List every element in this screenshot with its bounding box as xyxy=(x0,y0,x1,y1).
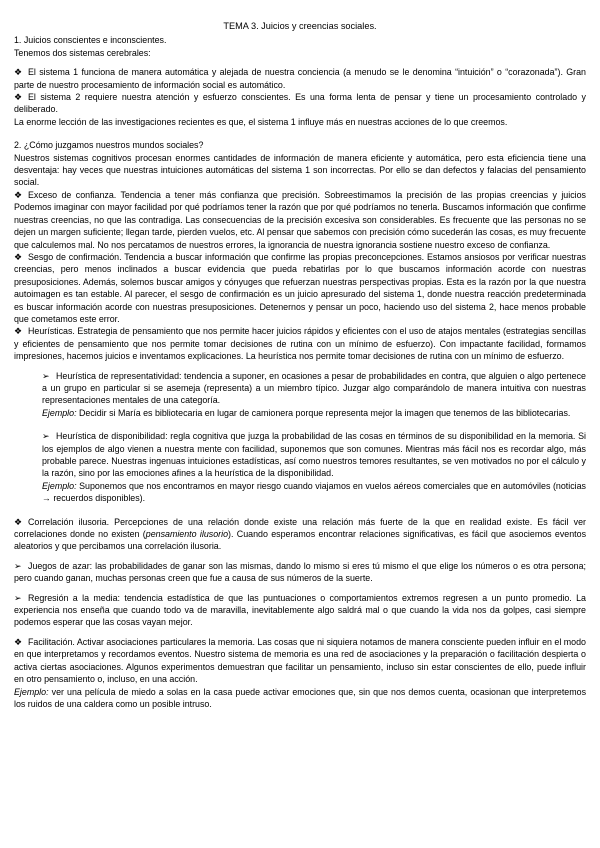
heuristica-disponibilidad xyxy=(14,430,586,504)
example-text: Suponemos que nos encontramos en mayor riesgo cuando viajamos en vuelos aéreos comerciales que en automóviles (noticias → recuerdos disponibles). xyxy=(42,480,586,504)
bullet-facilitacion xyxy=(14,636,586,686)
example-label: Ejemplo: xyxy=(14,686,49,697)
bullet-text: El sistema 2 requiere nuestra atención y esfuerzo conscientes. Es una forma lenta de pensar y tiene un procesamiento controlado y deliberado. xyxy=(14,92,586,115)
section-2-heading: 2. ¿Cómo juzgamos nuestros mundos sociales? xyxy=(14,140,204,151)
bullet-text: Facilitación. Activar asociaciones particulares la memoria. Las cosas que ni siquiera notamos de manera consciente pueden influir en el modo en que interpretamos y recordamos eventos. Nuestro sistema de memoria es una red de asociaciones y la preparación o facilitación despierta o activa ciertas asociaciones. Algunos experimentos demuestran que facilitar un pensamiento, incluso sin estar conscientes de ello, puede influir en otro pensamiento o, incluso, en una acción. xyxy=(14,636,586,685)
diamond-icon: ❖ xyxy=(14,636,22,647)
subbullet-text: Heurística de representatividad: tendencia a suponer, en ocasiones a pesar de probabilidades en contra, que alguien o algo pertenece a un grupo en particular si se asemeja (representa) a un miembro típico. Juzgar algo comparándolo de manera intuitiva con nuestras representaciones mentales de una categoría. xyxy=(42,370,586,406)
document-title: TEMA 3. Juicios y creencias sociales. xyxy=(223,21,377,31)
section-1-closing: La enorme lección de las investigaciones recientes es que, el sistema 1 influye más en nuestras acciones de lo que creemos. xyxy=(14,116,508,127)
bullet-correlacion-ilusoria: ❖ Correlación ilusoria. Percepciones de una relación donde existe una relación más fuerte de la que en realidad existe. Es fácil ver correlaciones donde no existen (pensamiento ilusorio). Cuando esperamos encontrar relaciones significativas, es fácil que asociemos eventos aleatorios y que percibamos una correlación ilusoria. xyxy=(14,516,587,552)
arrow-icon: ➢ xyxy=(42,431,50,442)
example-label: Ejemplo: xyxy=(42,480,77,491)
diamond-icon: ❖ xyxy=(14,92,22,103)
bullet-sistema-2 xyxy=(14,91,586,116)
bullet-exceso-confianza xyxy=(14,189,586,251)
bullet-sistema-1 xyxy=(14,66,586,91)
bullet-text: El sistema 1 funciona de manera automática y alejada de nuestra conciencia (a menudo se le denomina “intuición” o “corazonada”). Gran parte de nuestro procesamiento de información social es automático. xyxy=(14,67,586,90)
example-label: Ejemplo: xyxy=(42,407,77,418)
bullet-text: Juegos de azar: las probabilidades de ganar son las mismas, dando lo mismo si eres tú mismo el que elige los números o es otra persona; pero cuando ganan, muchas personas creen que fue a causa de sus números de la suerte. xyxy=(14,560,586,584)
arrow-icon: ➢ xyxy=(14,560,22,571)
example-text: Decidir si María es bibliotecaria en lugar de camionera porque representa mejor la imagen que tenemos de las bibliotecarias. xyxy=(79,407,571,418)
arrow-icon: ➢ xyxy=(14,592,22,603)
bullet-heuristicas xyxy=(14,325,586,362)
section-1-intro: Tenemos dos sistemas cerebrales: xyxy=(14,47,151,58)
emphasis-text: pensamiento ilusorio xyxy=(145,529,229,540)
section-2-intro: Nuestros sistemas cognitivos procesan enormes cantidades de información de manera eficiente y automática, pero esta eficiencia tiene una desventaja: hay veces que nuestras intuiciones automáticas del sistema 1 son incorrectas. Por ello se dan defectos y falacias del pensamiento social. xyxy=(14,152,586,188)
bullet-text: Exceso de confianza. Tendencia a tener más confianza que precisión. Sobreestimamos la precisión de las propias creencias y juicios Podemos imaginar con mayor facilidad por qué podríamos tener la razón que por qué podríamos no tenerla. Buscamos información que confirme nuestras creencias, no que las contradiga. Las consecuencias de la precisión excesiva son considerables. Es frecuente que las personas no se dejen un margen suficiente; llegan tarde, pierden vuelos, etc. Al pensar que sabemos con precisión cómo sucederán las cosas, es muy frecuente que calculemos mal. No nos percatamos de nuestros errores, la ignorancia de nuestra ignorancia sostiene nuestro exceso de confianza. xyxy=(14,189,586,250)
bullet-text: Heurísticas. Estrategia de pensamiento que nos permite hacer juicios rápidos y eficientes con el uso de atajos mentales (estrategias sencillas y eficientes de pensamiento que nos permite tomar decisiones de rutina con un mínimo de esfuerzo). Con impactante facilidad, formamos impresiones, hacemos juicios e inventamos explicaciones. La heurística nos permite tomar decisiones de rutina con un mínimo de esfuerzo. xyxy=(14,326,586,362)
example-text: ver una película de miedo a solas en la casa puede activar emociones que, sin que nos demos cuenta, ocasionan que interpretemos los ruidos de una caldera como un posible intruso. xyxy=(14,686,587,709)
bullet-text: Sesgo de confirmación. Tendencia a buscar información que confirme las propias preconcepciones. Estamos ansiosos por verificar nuestras creencias, pero menos inclinados a buscar evidencia que pueda rebatirlas por lo que buscamos información acorde con nuestras presuposiciones. Además, solemos buscar amigos y cónyuges que refuerzan nuestras perspectivas propias. Esta es la razón por la que nuestra autoimagen es tan estable. Al parecer, el sesgo de confirmación es un juicio apresurado del sistema 1, donde nuestra reacción predeterminada es buscar información acorde con nuestras presuposiciones. Detenernos y pensar un poco, haciendo uso del sistema 2, hace menos probable que cometamos este error. xyxy=(14,251,586,324)
bullet-regresion-media xyxy=(14,592,586,629)
facilitacion-example xyxy=(14,686,586,711)
heuristica-representatividad xyxy=(14,370,586,420)
section-1-heading: 1. Juicios conscientes e inconscientes. xyxy=(14,35,167,46)
bullet-text: Regresión a la media: tendencia estadística de que las puntuaciones o comportamientos extremos regresen a un punto promedio. La experiencia nos enseña que cuando todo va de maravilla, inevitablemente algo saldrá mal o que cuando la vida nos da golpes, casi siempre podemos esperar que las cosas vayan mejor. xyxy=(14,592,586,628)
diamond-icon: ❖ xyxy=(14,189,22,200)
subbullet-text: Heurística de disponibilidad: regla cognitiva que juzga la probabilidad de las cosas en términos de su disponibilidad en la memoria. Si los ejemplos de algo vienen a nuestra mente con facilidad, suponemos que son comunes. Mientras más fácil nos es recordar algo, más probable parece. Nuestras ingenuas intuiciones estadísticas, así como nuestros temores resultantes, se ven motivados no por el cálculo y la razón, sino por las emociones afines a la heurística de la disponibilidad. xyxy=(42,431,586,479)
bullet-sesgo-confirmacion xyxy=(14,251,586,325)
bullet-juegos-azar xyxy=(14,560,586,585)
arrow-icon: ➢ xyxy=(42,370,50,381)
diamond-icon: ❖ xyxy=(14,516,22,527)
diamond-icon: ❖ xyxy=(14,251,22,262)
diamond-icon: ❖ xyxy=(14,67,22,78)
diamond-icon: ❖ xyxy=(14,326,22,337)
